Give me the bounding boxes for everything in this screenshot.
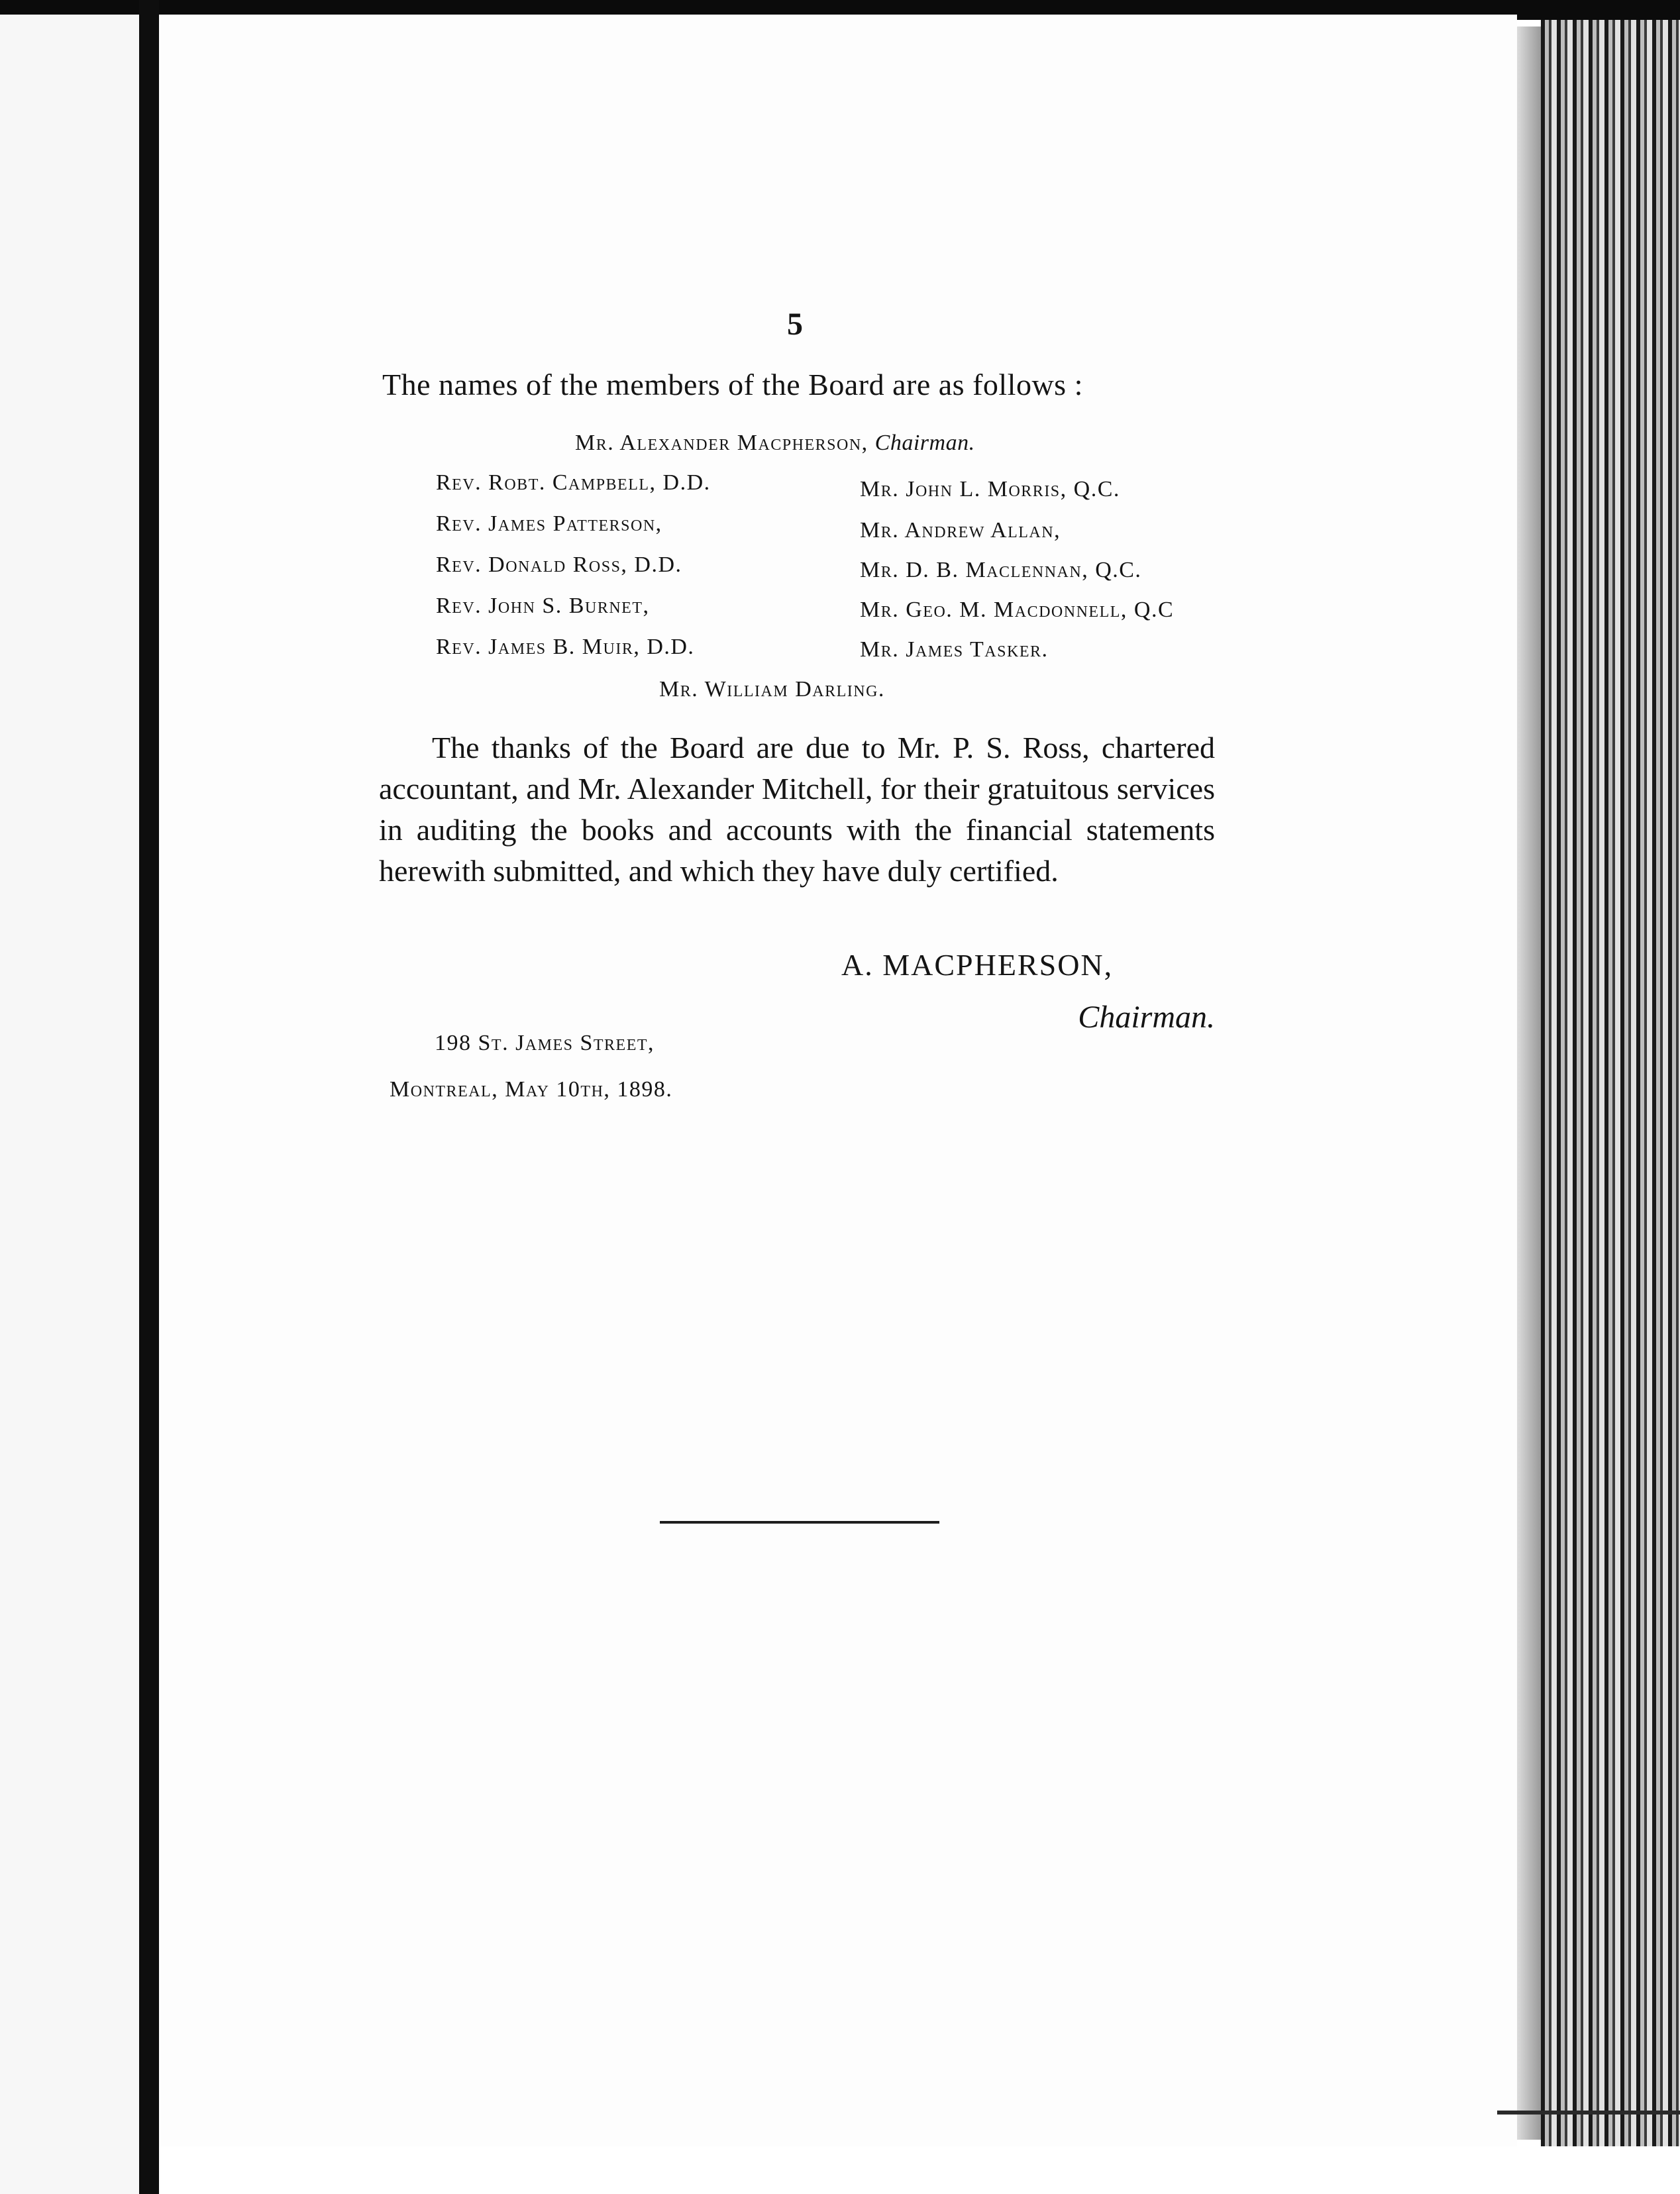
member-right-4: Mr. Geo. M. Macdonnell, Q.C <box>860 598 1175 622</box>
scan-bottom-margin <box>159 2146 1680 2194</box>
thanks-paragraph <box>379 727 1215 892</box>
member-left-3: Rev. Donald Ross, D.D. <box>436 552 682 577</box>
address-street: 198 St. James Street, <box>435 1031 655 1055</box>
board-chairman-line <box>575 431 975 456</box>
member-final: Mr. William Darling. <box>659 677 885 702</box>
page-edge-shadow <box>1517 26 1541 2140</box>
member-right-5: Mr. James Tasker. <box>860 637 1049 662</box>
member-left-2: Rev. James Patterson, <box>436 511 662 536</box>
facing-page-edge <box>0 15 140 2194</box>
member-left-5: Rev. James B. Muir, D.D. <box>436 635 695 659</box>
member-right-1: Mr. John L. Morris, Q.C. <box>860 477 1120 501</box>
chairman-name: Mr. Alexander Macpherson, <box>575 431 868 455</box>
signature-name: A. MACPHERSON, <box>841 948 1114 982</box>
document-page <box>159 15 1517 2181</box>
member-right-2: Mr. Andrew Allan, <box>860 518 1061 543</box>
member-left-1: Rev. Robt. Campbell, D.D. <box>436 470 711 495</box>
book-gutter <box>139 0 159 2194</box>
signature-title: Chairman. <box>1078 1000 1215 1035</box>
member-right-3: Mr. D. B. Maclennan, Q.C. <box>860 558 1142 582</box>
horizontal-rule <box>660 1521 939 1524</box>
thanks-text: The thanks of the Board are due to Mr. P. S. Ross, chartered accountant, and Mr. Alexander Mitchell, for their gratuitous services in auditing the books and accounts with the financial statements herewith submitted, and which they have duly certified. <box>379 731 1215 888</box>
page-stack-edges <box>1541 20 1680 2146</box>
address-city-date: Montreal, May 10th, 1898. <box>390 1077 673 1102</box>
member-left-4: Rev. John S. Burnet, <box>436 594 650 618</box>
chairman-role: Chairman. <box>874 431 975 455</box>
page-number: 5 <box>787 307 803 342</box>
page-stack-bottom-edge <box>1497 2111 1680 2115</box>
intro-sentence: The names of the members of the Board are as follows : <box>382 368 1083 401</box>
